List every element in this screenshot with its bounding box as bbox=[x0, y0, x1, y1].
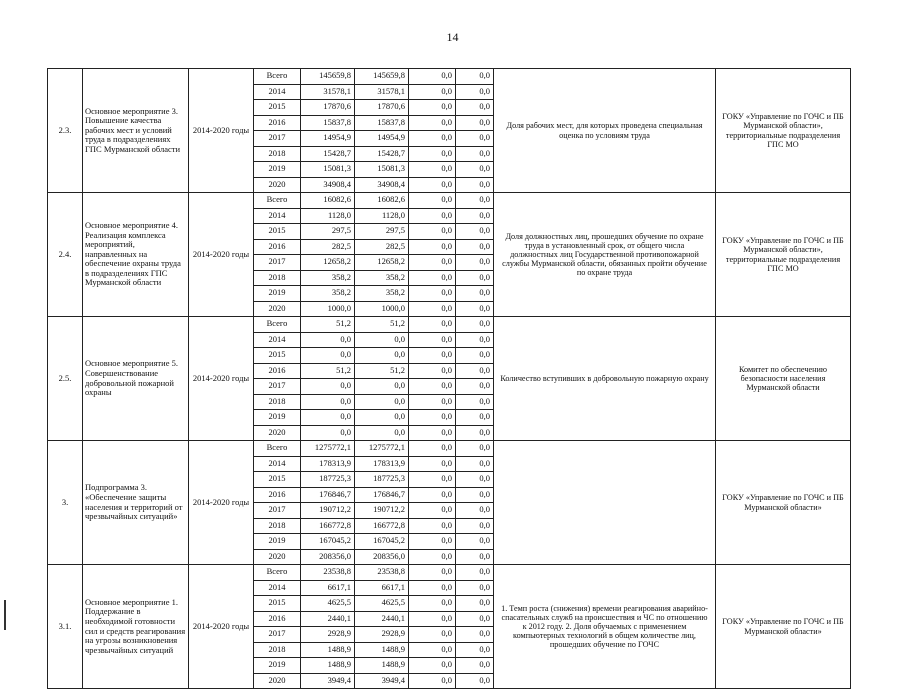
year-cell: 2018 bbox=[254, 518, 301, 534]
value-regional-cell: 0,0 bbox=[355, 425, 409, 441]
value-other-cell: 0,0 bbox=[456, 317, 494, 333]
value-regional-cell: 358,2 bbox=[355, 270, 409, 286]
value-regional-cell: 282,5 bbox=[355, 239, 409, 255]
value-regional-cell: 0,0 bbox=[355, 394, 409, 410]
section-period: 2014-2020 годы bbox=[189, 317, 254, 441]
value-regional-cell: 15837,8 bbox=[355, 115, 409, 131]
value-federal-cell: 0,0 bbox=[409, 100, 456, 116]
value-federal-cell: 0,0 bbox=[409, 115, 456, 131]
year-cell: Всего bbox=[254, 565, 301, 581]
year-cell: 2014 bbox=[254, 332, 301, 348]
year-cell: 2020 bbox=[254, 425, 301, 441]
value-federal-cell: 0,0 bbox=[409, 332, 456, 348]
value-total-cell: 358,2 bbox=[301, 286, 355, 302]
value-other-cell: 0,0 bbox=[456, 363, 494, 379]
value-other-cell: 0,0 bbox=[456, 146, 494, 162]
value-federal-cell: 0,0 bbox=[409, 441, 456, 457]
section-name: Основное мероприятие 3. Повышение качества рабочих мест и условий труда в подразделениях ГПС Мурманской области bbox=[83, 69, 189, 193]
value-regional-cell: 1488,9 bbox=[355, 658, 409, 674]
value-regional-cell: 187725,3 bbox=[355, 472, 409, 488]
value-regional-cell: 15428,7 bbox=[355, 146, 409, 162]
value-total-cell: 1275772,1 bbox=[301, 441, 355, 457]
value-other-cell: 0,0 bbox=[456, 534, 494, 550]
year-cell: 2019 bbox=[254, 410, 301, 426]
value-federal-cell: 0,0 bbox=[409, 224, 456, 240]
section-period: 2014-2020 годы bbox=[189, 565, 254, 689]
section-indicator: Количество вступивших в добровольную пожарную охрану bbox=[494, 317, 716, 441]
value-other-cell: 0,0 bbox=[456, 239, 494, 255]
value-federal-cell: 0,0 bbox=[409, 425, 456, 441]
value-regional-cell: 23538,8 bbox=[355, 565, 409, 581]
value-regional-cell: 51,2 bbox=[355, 363, 409, 379]
value-regional-cell: 0,0 bbox=[355, 379, 409, 395]
value-regional-cell: 358,2 bbox=[355, 286, 409, 302]
section-indicator: 1. Темп роста (снижения) времени реагирования аварийно-спасательных служб на происшествия и ЧС по отношению к 2012 году. 2. Доля обучаемых с применением компьютерных технологий в общем количестве лиц, прошедших обучение по ГОЧС bbox=[494, 565, 716, 689]
year-cell: Всего bbox=[254, 317, 301, 333]
value-other-cell: 0,0 bbox=[456, 487, 494, 503]
section-code: 2.4. bbox=[48, 193, 83, 317]
value-other-cell: 0,0 bbox=[456, 69, 494, 85]
value-other-cell: 0,0 bbox=[456, 425, 494, 441]
value-other-cell: 0,0 bbox=[456, 332, 494, 348]
year-cell: 2015 bbox=[254, 100, 301, 116]
year-cell: 2019 bbox=[254, 534, 301, 550]
value-regional-cell: 2928,9 bbox=[355, 627, 409, 643]
value-regional-cell: 0,0 bbox=[355, 410, 409, 426]
value-federal-cell: 0,0 bbox=[409, 286, 456, 302]
value-total-cell: 145659,8 bbox=[301, 69, 355, 85]
value-other-cell: 0,0 bbox=[456, 627, 494, 643]
value-other-cell: 0,0 bbox=[456, 456, 494, 472]
value-other-cell: 0,0 bbox=[456, 177, 494, 193]
value-regional-cell: 1275772,1 bbox=[355, 441, 409, 457]
section-name: Подпрограмма 3. «Обеспечение защиты населения и территорий от чрезвычайных ситуаций» bbox=[83, 441, 189, 565]
value-total-cell: 6617,1 bbox=[301, 580, 355, 596]
page-number: 14 bbox=[446, 30, 459, 44]
value-total-cell: 12658,2 bbox=[301, 255, 355, 271]
value-total-cell: 167045,2 bbox=[301, 534, 355, 550]
value-total-cell: 2928,9 bbox=[301, 627, 355, 643]
value-total-cell: 17870,6 bbox=[301, 100, 355, 116]
value-federal-cell: 0,0 bbox=[409, 363, 456, 379]
section-responsible: ГОКУ «Управление по ГОЧС и ПБ Мурманской области» bbox=[716, 565, 851, 689]
section-code: 3.1. bbox=[48, 565, 83, 689]
year-cell: 2019 bbox=[254, 658, 301, 674]
section-code: 2.5. bbox=[48, 317, 83, 441]
value-total-cell: 282,5 bbox=[301, 239, 355, 255]
value-federal-cell: 0,0 bbox=[409, 658, 456, 674]
year-cell: 2014 bbox=[254, 580, 301, 596]
value-regional-cell: 3949,4 bbox=[355, 673, 409, 689]
year-cell: 2019 bbox=[254, 162, 301, 178]
value-federal-cell: 0,0 bbox=[409, 503, 456, 519]
value-federal-cell: 0,0 bbox=[409, 472, 456, 488]
value-federal-cell: 0,0 bbox=[409, 518, 456, 534]
value-total-cell: 0,0 bbox=[301, 394, 355, 410]
value-other-cell: 0,0 bbox=[456, 596, 494, 612]
year-cell: 2016 bbox=[254, 487, 301, 503]
value-total-cell: 0,0 bbox=[301, 425, 355, 441]
section-code: 2.3. bbox=[48, 69, 83, 193]
year-cell: 2017 bbox=[254, 503, 301, 519]
value-federal-cell: 0,0 bbox=[409, 239, 456, 255]
value-regional-cell: 2440,1 bbox=[355, 611, 409, 627]
value-federal-cell: 0,0 bbox=[409, 177, 456, 193]
table-row bbox=[48, 565, 851, 581]
value-other-cell: 0,0 bbox=[456, 410, 494, 426]
value-other-cell: 0,0 bbox=[456, 84, 494, 100]
value-other-cell: 0,0 bbox=[456, 162, 494, 178]
value-federal-cell: 0,0 bbox=[409, 379, 456, 395]
value-federal-cell: 0,0 bbox=[409, 580, 456, 596]
value-total-cell: 34908,4 bbox=[301, 177, 355, 193]
value-regional-cell: 176846,7 bbox=[355, 487, 409, 503]
value-other-cell: 0,0 bbox=[456, 394, 494, 410]
value-total-cell: 51,2 bbox=[301, 363, 355, 379]
value-regional-cell: 16082,6 bbox=[355, 193, 409, 209]
section-responsible: ГОКУ «Управление по ГОЧС и ПБ Мурманской области», территориальные подразделения ГПС МО bbox=[716, 193, 851, 317]
value-regional-cell: 208356,0 bbox=[355, 549, 409, 565]
section-period: 2014-2020 годы bbox=[189, 441, 254, 565]
value-total-cell: 0,0 bbox=[301, 332, 355, 348]
year-cell: 2016 bbox=[254, 611, 301, 627]
value-federal-cell: 0,0 bbox=[409, 270, 456, 286]
value-total-cell: 176846,7 bbox=[301, 487, 355, 503]
value-regional-cell: 17870,6 bbox=[355, 100, 409, 116]
value-other-cell: 0,0 bbox=[456, 673, 494, 689]
year-cell: 2016 bbox=[254, 239, 301, 255]
value-federal-cell: 0,0 bbox=[409, 410, 456, 426]
year-cell: Всего bbox=[254, 193, 301, 209]
value-total-cell: 2440,1 bbox=[301, 611, 355, 627]
scan-edge-mark bbox=[4, 600, 6, 630]
year-cell: 2014 bbox=[254, 456, 301, 472]
value-total-cell: 23538,8 bbox=[301, 565, 355, 581]
value-other-cell: 0,0 bbox=[456, 193, 494, 209]
value-other-cell: 0,0 bbox=[456, 100, 494, 116]
value-total-cell: 0,0 bbox=[301, 348, 355, 364]
value-federal-cell: 0,0 bbox=[409, 534, 456, 550]
year-cell: 2020 bbox=[254, 549, 301, 565]
year-cell: 2017 bbox=[254, 627, 301, 643]
table-row bbox=[48, 69, 851, 85]
value-regional-cell: 166772,8 bbox=[355, 518, 409, 534]
value-total-cell: 15081,3 bbox=[301, 162, 355, 178]
section-indicator: Доля должностных лиц, прошедших обучение по охране труда в установленный срок, от общего числа должностных лиц Государственной противопожарной службы Мурманской области, обязанных пройти обучение по охране труда bbox=[494, 193, 716, 317]
year-cell: 2018 bbox=[254, 642, 301, 658]
value-other-cell: 0,0 bbox=[456, 348, 494, 364]
section-name: Основное мероприятие 1. Поддержание в необходимой готовности сил и средств реагирования на угрозы возникновения чрезвычайных ситуаций bbox=[83, 565, 189, 689]
value-total-cell: 187725,3 bbox=[301, 472, 355, 488]
year-cell: 2014 bbox=[254, 84, 301, 100]
value-federal-cell: 0,0 bbox=[409, 627, 456, 643]
value-total-cell: 0,0 bbox=[301, 410, 355, 426]
value-total-cell: 15428,7 bbox=[301, 146, 355, 162]
value-regional-cell: 0,0 bbox=[355, 348, 409, 364]
value-other-cell: 0,0 bbox=[456, 611, 494, 627]
value-total-cell: 51,2 bbox=[301, 317, 355, 333]
value-total-cell: 14954,9 bbox=[301, 131, 355, 147]
value-total-cell: 0,0 bbox=[301, 379, 355, 395]
year-cell: 2020 bbox=[254, 301, 301, 317]
value-federal-cell: 0,0 bbox=[409, 162, 456, 178]
year-cell: 2017 bbox=[254, 379, 301, 395]
value-federal-cell: 0,0 bbox=[409, 69, 456, 85]
value-federal-cell: 0,0 bbox=[409, 301, 456, 317]
value-total-cell: 166772,8 bbox=[301, 518, 355, 534]
value-other-cell: 0,0 bbox=[456, 131, 494, 147]
value-regional-cell: 167045,2 bbox=[355, 534, 409, 550]
value-federal-cell: 0,0 bbox=[409, 255, 456, 271]
section-indicator: Доля рабочих мест, для которых проведена специальная оценка по условиям труда bbox=[494, 69, 716, 193]
year-cell: 2019 bbox=[254, 286, 301, 302]
section-code: 3. bbox=[48, 441, 83, 565]
value-regional-cell: 178313,9 bbox=[355, 456, 409, 472]
section-period: 2014-2020 годы bbox=[189, 69, 254, 193]
section-name: Основное мероприятие 4. Реализация комплекса мероприятий, направленных на обеспечение охраны труда в подразделениях ГПС Мурманской области bbox=[83, 193, 189, 317]
value-other-cell: 0,0 bbox=[456, 255, 494, 271]
value-federal-cell: 0,0 bbox=[409, 596, 456, 612]
value-other-cell: 0,0 bbox=[456, 518, 494, 534]
value-total-cell: 1488,9 bbox=[301, 642, 355, 658]
value-federal-cell: 0,0 bbox=[409, 146, 456, 162]
value-federal-cell: 0,0 bbox=[409, 673, 456, 689]
value-regional-cell: 34908,4 bbox=[355, 177, 409, 193]
year-cell: 2018 bbox=[254, 270, 301, 286]
value-other-cell: 0,0 bbox=[456, 441, 494, 457]
value-total-cell: 358,2 bbox=[301, 270, 355, 286]
value-total-cell: 1128,0 bbox=[301, 208, 355, 224]
value-regional-cell: 297,5 bbox=[355, 224, 409, 240]
value-other-cell: 0,0 bbox=[456, 379, 494, 395]
year-cell: 2020 bbox=[254, 177, 301, 193]
value-federal-cell: 0,0 bbox=[409, 456, 456, 472]
section-period: 2014-2020 годы bbox=[189, 193, 254, 317]
year-cell: 2015 bbox=[254, 596, 301, 612]
value-other-cell: 0,0 bbox=[456, 642, 494, 658]
value-other-cell: 0,0 bbox=[456, 658, 494, 674]
value-other-cell: 0,0 bbox=[456, 286, 494, 302]
value-regional-cell: 12658,2 bbox=[355, 255, 409, 271]
year-cell: 2016 bbox=[254, 363, 301, 379]
value-other-cell: 0,0 bbox=[456, 549, 494, 565]
value-federal-cell: 0,0 bbox=[409, 642, 456, 658]
value-regional-cell: 1000,0 bbox=[355, 301, 409, 317]
value-federal-cell: 0,0 bbox=[409, 565, 456, 581]
year-cell: Всего bbox=[254, 441, 301, 457]
value-regional-cell: 0,0 bbox=[355, 332, 409, 348]
value-federal-cell: 0,0 bbox=[409, 84, 456, 100]
value-regional-cell: 190712,2 bbox=[355, 503, 409, 519]
value-regional-cell: 31578,1 bbox=[355, 84, 409, 100]
value-regional-cell: 6617,1 bbox=[355, 580, 409, 596]
value-other-cell: 0,0 bbox=[456, 224, 494, 240]
value-federal-cell: 0,0 bbox=[409, 348, 456, 364]
value-total-cell: 1488,9 bbox=[301, 658, 355, 674]
value-regional-cell: 14954,9 bbox=[355, 131, 409, 147]
year-cell: 2020 bbox=[254, 673, 301, 689]
value-regional-cell: 4625,5 bbox=[355, 596, 409, 612]
value-federal-cell: 0,0 bbox=[409, 487, 456, 503]
section-name: Основное мероприятие 5. Совершенствование добровольной пожарной охраны bbox=[83, 317, 189, 441]
year-cell: 2016 bbox=[254, 115, 301, 131]
section-responsible: Комитет по обеспечению безопасности населения Мурманской области bbox=[716, 317, 851, 441]
value-total-cell: 15837,8 bbox=[301, 115, 355, 131]
table-row bbox=[48, 193, 851, 209]
value-total-cell: 16082,6 bbox=[301, 193, 355, 209]
table-row bbox=[48, 317, 851, 333]
value-total-cell: 3949,4 bbox=[301, 673, 355, 689]
value-other-cell: 0,0 bbox=[456, 565, 494, 581]
value-regional-cell: 1128,0 bbox=[355, 208, 409, 224]
value-federal-cell: 0,0 bbox=[409, 193, 456, 209]
value-total-cell: 31578,1 bbox=[301, 84, 355, 100]
program-table bbox=[47, 68, 851, 689]
year-cell: 2015 bbox=[254, 224, 301, 240]
value-total-cell: 178313,9 bbox=[301, 456, 355, 472]
year-cell: 2017 bbox=[254, 255, 301, 271]
value-regional-cell: 1488,9 bbox=[355, 642, 409, 658]
value-total-cell: 190712,2 bbox=[301, 503, 355, 519]
value-total-cell: 297,5 bbox=[301, 224, 355, 240]
year-cell: 2017 bbox=[254, 131, 301, 147]
value-federal-cell: 0,0 bbox=[409, 394, 456, 410]
year-cell: 2015 bbox=[254, 348, 301, 364]
value-other-cell: 0,0 bbox=[456, 115, 494, 131]
value-federal-cell: 0,0 bbox=[409, 317, 456, 333]
value-other-cell: 0,0 bbox=[456, 580, 494, 596]
section-responsible: ГОКУ «Управление по ГОЧС и ПБ Мурманской области» bbox=[716, 441, 851, 565]
value-regional-cell: 15081,3 bbox=[355, 162, 409, 178]
value-other-cell: 0,0 bbox=[456, 503, 494, 519]
value-other-cell: 0,0 bbox=[456, 208, 494, 224]
value-other-cell: 0,0 bbox=[456, 301, 494, 317]
value-federal-cell: 0,0 bbox=[409, 549, 456, 565]
value-federal-cell: 0,0 bbox=[409, 611, 456, 627]
section-indicator bbox=[494, 441, 716, 565]
value-regional-cell: 145659,8 bbox=[355, 69, 409, 85]
value-other-cell: 0,0 bbox=[456, 270, 494, 286]
year-cell: 2018 bbox=[254, 146, 301, 162]
year-cell: 2018 bbox=[254, 394, 301, 410]
table-row bbox=[48, 441, 851, 457]
year-cell: 2014 bbox=[254, 208, 301, 224]
value-other-cell: 0,0 bbox=[456, 472, 494, 488]
section-responsible: ГОКУ «Управление по ГОЧС и ПБ Мурманской области», территориальные подразделения ГПС МО bbox=[716, 69, 851, 193]
year-cell: Всего bbox=[254, 69, 301, 85]
year-cell: 2015 bbox=[254, 472, 301, 488]
value-total-cell: 208356,0 bbox=[301, 549, 355, 565]
value-regional-cell: 51,2 bbox=[355, 317, 409, 333]
value-total-cell: 1000,0 bbox=[301, 301, 355, 317]
value-total-cell: 4625,5 bbox=[301, 596, 355, 612]
value-federal-cell: 0,0 bbox=[409, 208, 456, 224]
value-federal-cell: 0,0 bbox=[409, 131, 456, 147]
